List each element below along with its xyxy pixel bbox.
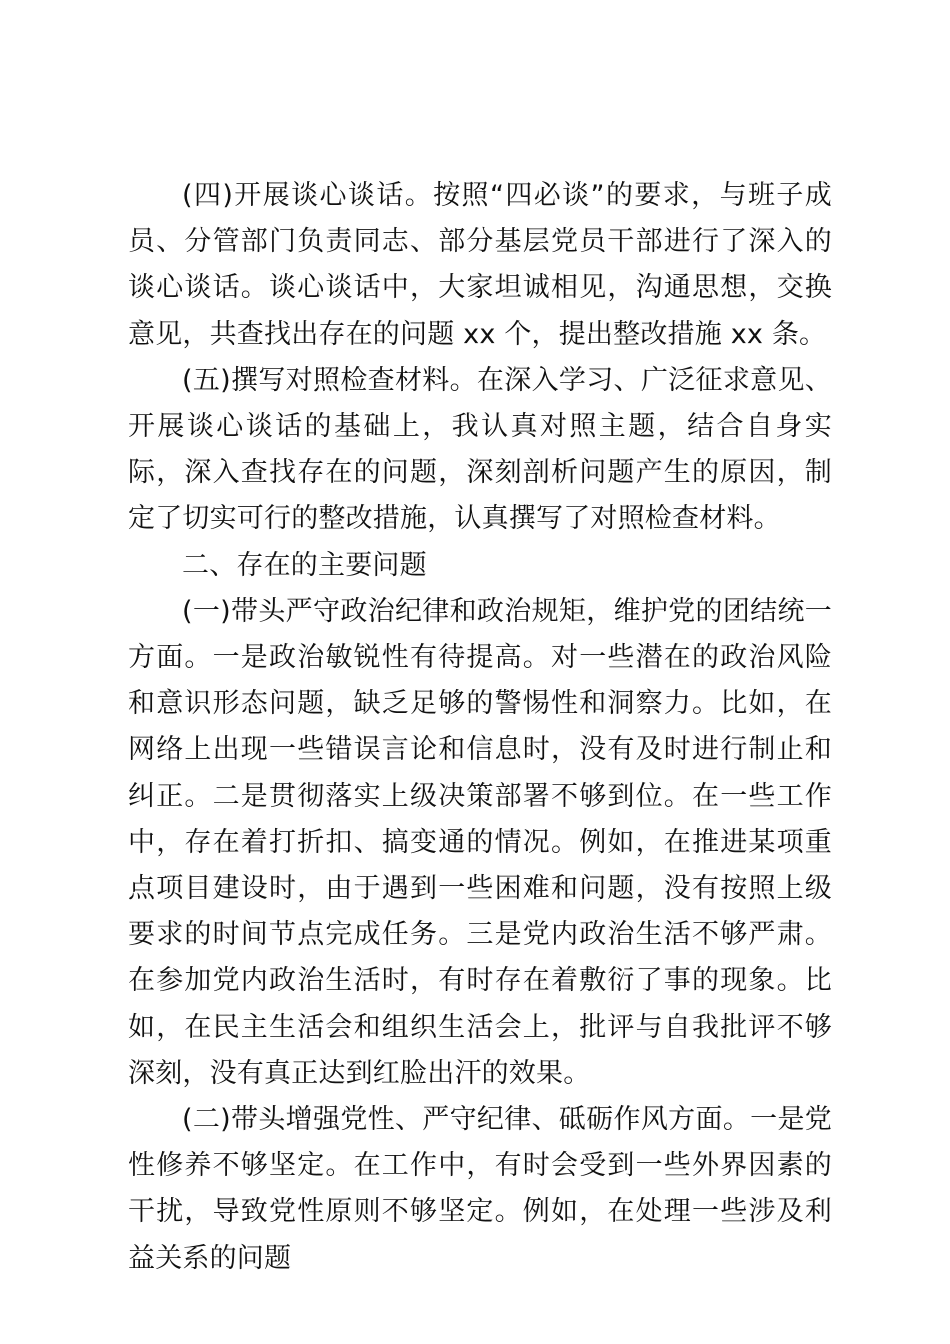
section-heading: 二、存在的主要问题 [182, 549, 427, 581]
paragraph-political-discipline: (一)带头严守政治纪律和政治规矩，维护党的团结统一方面。一是政治敏锐性有待提高。对一些潜在的政治风险和意识形态问题，缺乏足够的警惕性和洞察力。比如，在网络上出现一些错误言论和信息时，没有及时进行制止和纠正。二是贯彻落实上级决策部署不够到位。在一些工作中，存在着打折扣、搞变通的情况。例如，在推进某项重点项目建设时，由于遇到一些困难和问题，没有按照上级要求的时间节点完成任务。三是党内政治生活不够严肃。在参加党内政治生活时，有时存在着敷衍了事的现象。比如，在民主生活会和组织生活会上，批评与自我批评不够深刻，没有真正达到红脸出汗的效果。 [128, 595, 832, 1089]
paragraph-talks: (四)开展谈心谈话。按照“四必谈”的要求，与班子成员、分管部门负责同志、部分基层党员干部进行了深入的谈心谈话。谈心谈话中，大家坦诚相见，沟通思想，交换意见，共查找出存在的问题 xx 个，提出整改措施 xx 条。 [128, 180, 832, 350]
document-body [128, 173, 832, 1282]
paragraph-inspection-material: (五)撰写对照检查材料。在深入学习、广泛征求意见、开展谈心谈话的基础上，我认真对照主题，结合自身实际，深入查找存在的问题，深刻剖析问题产生的原因，制定了切实可行的整改措施，认真撰写了对照检查材料。 [128, 364, 832, 535]
paragraph-party-spirit: (二)带头增强党性、严守纪律、砥砺作风方面。一是党性修养不够坚定。在工作中，有时会受到一些外界因素的干扰，导致党性原则不够坚定。例如，在处理一些涉及利益关系的问题 [128, 1104, 832, 1274]
